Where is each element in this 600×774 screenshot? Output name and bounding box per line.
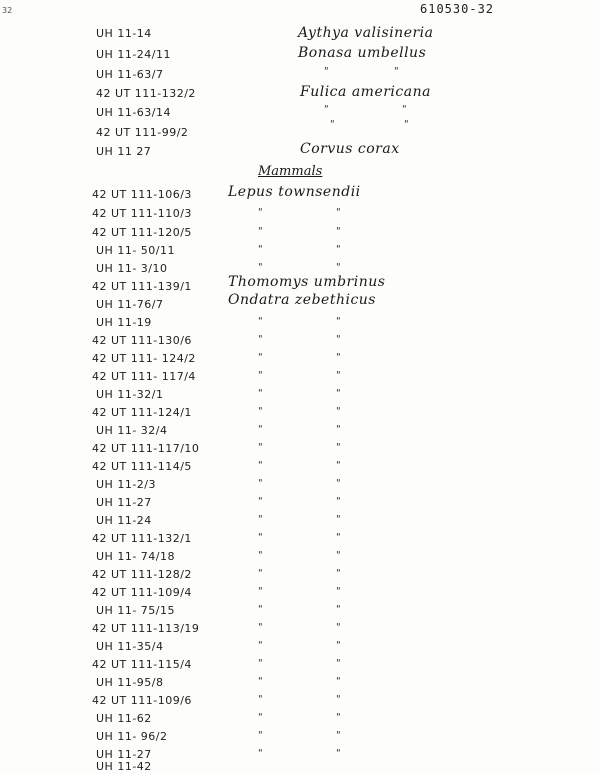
ditto-mark: " — [258, 676, 263, 687]
ditto-mark: " — [258, 694, 263, 705]
catalog-entry: 42 UT 111-139/1 — [92, 280, 192, 293]
ditto-mark: " — [336, 586, 341, 597]
catalog-entry: UH 11-62 — [96, 712, 152, 725]
catalog-entry: 42 UT 111-114/5 — [92, 460, 192, 473]
ditto-mark: " — [258, 568, 263, 579]
ditto-mark: " — [336, 262, 341, 273]
corner-mark: 32 — [2, 6, 13, 15]
ditto-mark: " — [258, 388, 263, 399]
catalog-entry: 42 UT 111-110/3 — [92, 207, 192, 220]
ditto-mark: " — [336, 370, 341, 381]
document-id: 610530-32 — [420, 2, 495, 16]
ditto-mark: " — [324, 66, 329, 77]
ditto-mark: " — [336, 460, 341, 471]
ditto-mark: " — [258, 622, 263, 633]
species-name: Aythya valisineria — [298, 25, 434, 41]
ditto-mark: " — [336, 604, 341, 615]
ditto-mark: " — [258, 604, 263, 615]
ditto-mark: " — [336, 316, 341, 327]
ditto-mark: " — [258, 442, 263, 453]
ditto-mark: " — [258, 550, 263, 561]
catalog-entry: UH 11-35/4 — [96, 640, 164, 653]
catalog-entry: UH 11-63/7 — [96, 68, 164, 81]
catalog-entry: UH 11 27 — [96, 145, 152, 158]
ditto-mark: " — [258, 352, 263, 363]
species-name: Ondatra zebethicus — [228, 292, 376, 308]
catalog-entry: UH 11-24 — [96, 514, 152, 527]
catalog-entry: 42 UT 111-117/10 — [92, 442, 200, 455]
ditto-mark: " — [324, 104, 329, 115]
ditto-mark: " — [336, 424, 341, 435]
ditto-mark: " — [336, 748, 341, 759]
ditto-mark: " — [258, 262, 263, 273]
ditto-mark: " — [258, 748, 263, 759]
ditto-mark: " — [394, 66, 399, 77]
ditto-mark: " — [258, 640, 263, 651]
catalog-entry: 42 UT 111-106/3 — [92, 188, 192, 201]
ditto-mark: " — [402, 104, 407, 115]
catalog-entry: UH 11-14 — [96, 27, 152, 40]
ditto-mark: " — [258, 586, 263, 597]
species-name: Corvus corax — [300, 141, 400, 157]
ditto-mark: " — [258, 658, 263, 669]
ditto-mark: " — [258, 514, 263, 525]
ditto-mark: " — [336, 244, 341, 255]
ditto-mark: " — [336, 550, 341, 561]
catalog-entry: 42 UT 111-132/2 — [96, 87, 196, 100]
ditto-mark: " — [258, 226, 263, 237]
ditto-mark: " — [336, 406, 341, 417]
ditto-mark: " — [336, 730, 341, 741]
ditto-mark: " — [336, 352, 341, 363]
ditto-mark: " — [258, 496, 263, 507]
ditto-mark: " — [258, 406, 263, 417]
ditto-mark: " — [258, 478, 263, 489]
catalog-entry: UH 11-27 — [96, 496, 152, 509]
ditto-mark: " — [336, 334, 341, 345]
ditto-mark: " — [258, 316, 263, 327]
catalog-entry: UH 11-76/7 — [96, 298, 164, 311]
ditto-mark: " — [258, 207, 263, 218]
species-name: Fulica americana — [300, 84, 431, 100]
ditto-mark: " — [336, 442, 341, 453]
catalog-entry: 42 UT 111-99/2 — [96, 126, 189, 139]
ditto-mark: " — [336, 514, 341, 525]
catalog-entry: 42 UT 111-113/19 — [92, 622, 200, 635]
ditto-mark: " — [336, 532, 341, 543]
ditto-mark: " — [336, 496, 341, 507]
ditto-mark: " — [336, 568, 341, 579]
catalog-entry: 42 UT 111- 124/2 — [92, 352, 196, 365]
ditto-mark: " — [258, 712, 263, 723]
ditto-mark: " — [258, 730, 263, 741]
species-name: Lepus townsendii — [228, 184, 361, 200]
catalog-entry: 42 UT 111-130/6 — [92, 334, 192, 347]
catalog-entry: UH 11- 32/4 — [96, 424, 168, 437]
catalog-entry: 42 UT 111-109/4 — [92, 586, 192, 599]
catalog-entry: 42 UT 111-115/4 — [92, 658, 192, 671]
catalog-entry: UH 11-24/11 — [96, 48, 171, 61]
ditto-mark: " — [336, 226, 341, 237]
ditto-mark: " — [336, 694, 341, 705]
ditto-mark: " — [258, 370, 263, 381]
catalog-entry: 42 UT 111-128/2 — [92, 568, 192, 581]
catalog-entry: UH 11- 96/2 — [96, 730, 168, 743]
catalog-entry: UH 11-32/1 — [96, 388, 164, 401]
ditto-mark: " — [330, 119, 335, 130]
catalog-entry: UH 11-19 — [96, 316, 152, 329]
ditto-mark: " — [258, 244, 263, 255]
ditto-mark: " — [258, 460, 263, 471]
species-name: Bonasa umbellus — [298, 45, 427, 61]
catalog-entry: 42 UT 111-132/1 — [92, 532, 192, 545]
ditto-mark: " — [336, 207, 341, 218]
catalog-entry: 42 UT 111-120/5 — [92, 226, 192, 239]
catalog-entry: UH 11- 50/11 — [96, 244, 175, 257]
ditto-mark: " — [336, 388, 341, 399]
ditto-mark: " — [336, 658, 341, 669]
ditto-mark: " — [258, 334, 263, 345]
catalog-entry: 42 UT 111- 117/4 — [92, 370, 196, 383]
ditto-mark: " — [404, 119, 409, 130]
catalog-entry: 42 UT 111-109/6 — [92, 694, 192, 707]
catalog-entry: UH 11-63/14 — [96, 106, 171, 119]
ditto-mark: " — [336, 640, 341, 651]
ditto-mark: " — [336, 622, 341, 633]
ditto-mark: " — [336, 712, 341, 723]
catalog-entry: 42 UT 111-124/1 — [92, 406, 192, 419]
catalog-entry: UH 11- 74/18 — [96, 550, 175, 563]
catalog-entry: UH 11-95/8 — [96, 676, 164, 689]
catalog-entry: UH 11-2/3 — [96, 478, 156, 491]
ditto-mark: " — [336, 478, 341, 489]
catalog-entry: UH 11-27 — [96, 748, 152, 761]
ditto-mark: " — [336, 676, 341, 687]
species-name: Thomomys umbrinus — [228, 274, 386, 290]
catalog-entry: UH 11- 75/15 — [96, 604, 175, 617]
section-heading: Mammals — [258, 164, 323, 179]
catalog-entry: UH 11-42 — [96, 760, 152, 773]
catalog-entry: UH 11- 3/10 — [96, 262, 168, 275]
ditto-mark: " — [258, 424, 263, 435]
ditto-mark: " — [258, 532, 263, 543]
